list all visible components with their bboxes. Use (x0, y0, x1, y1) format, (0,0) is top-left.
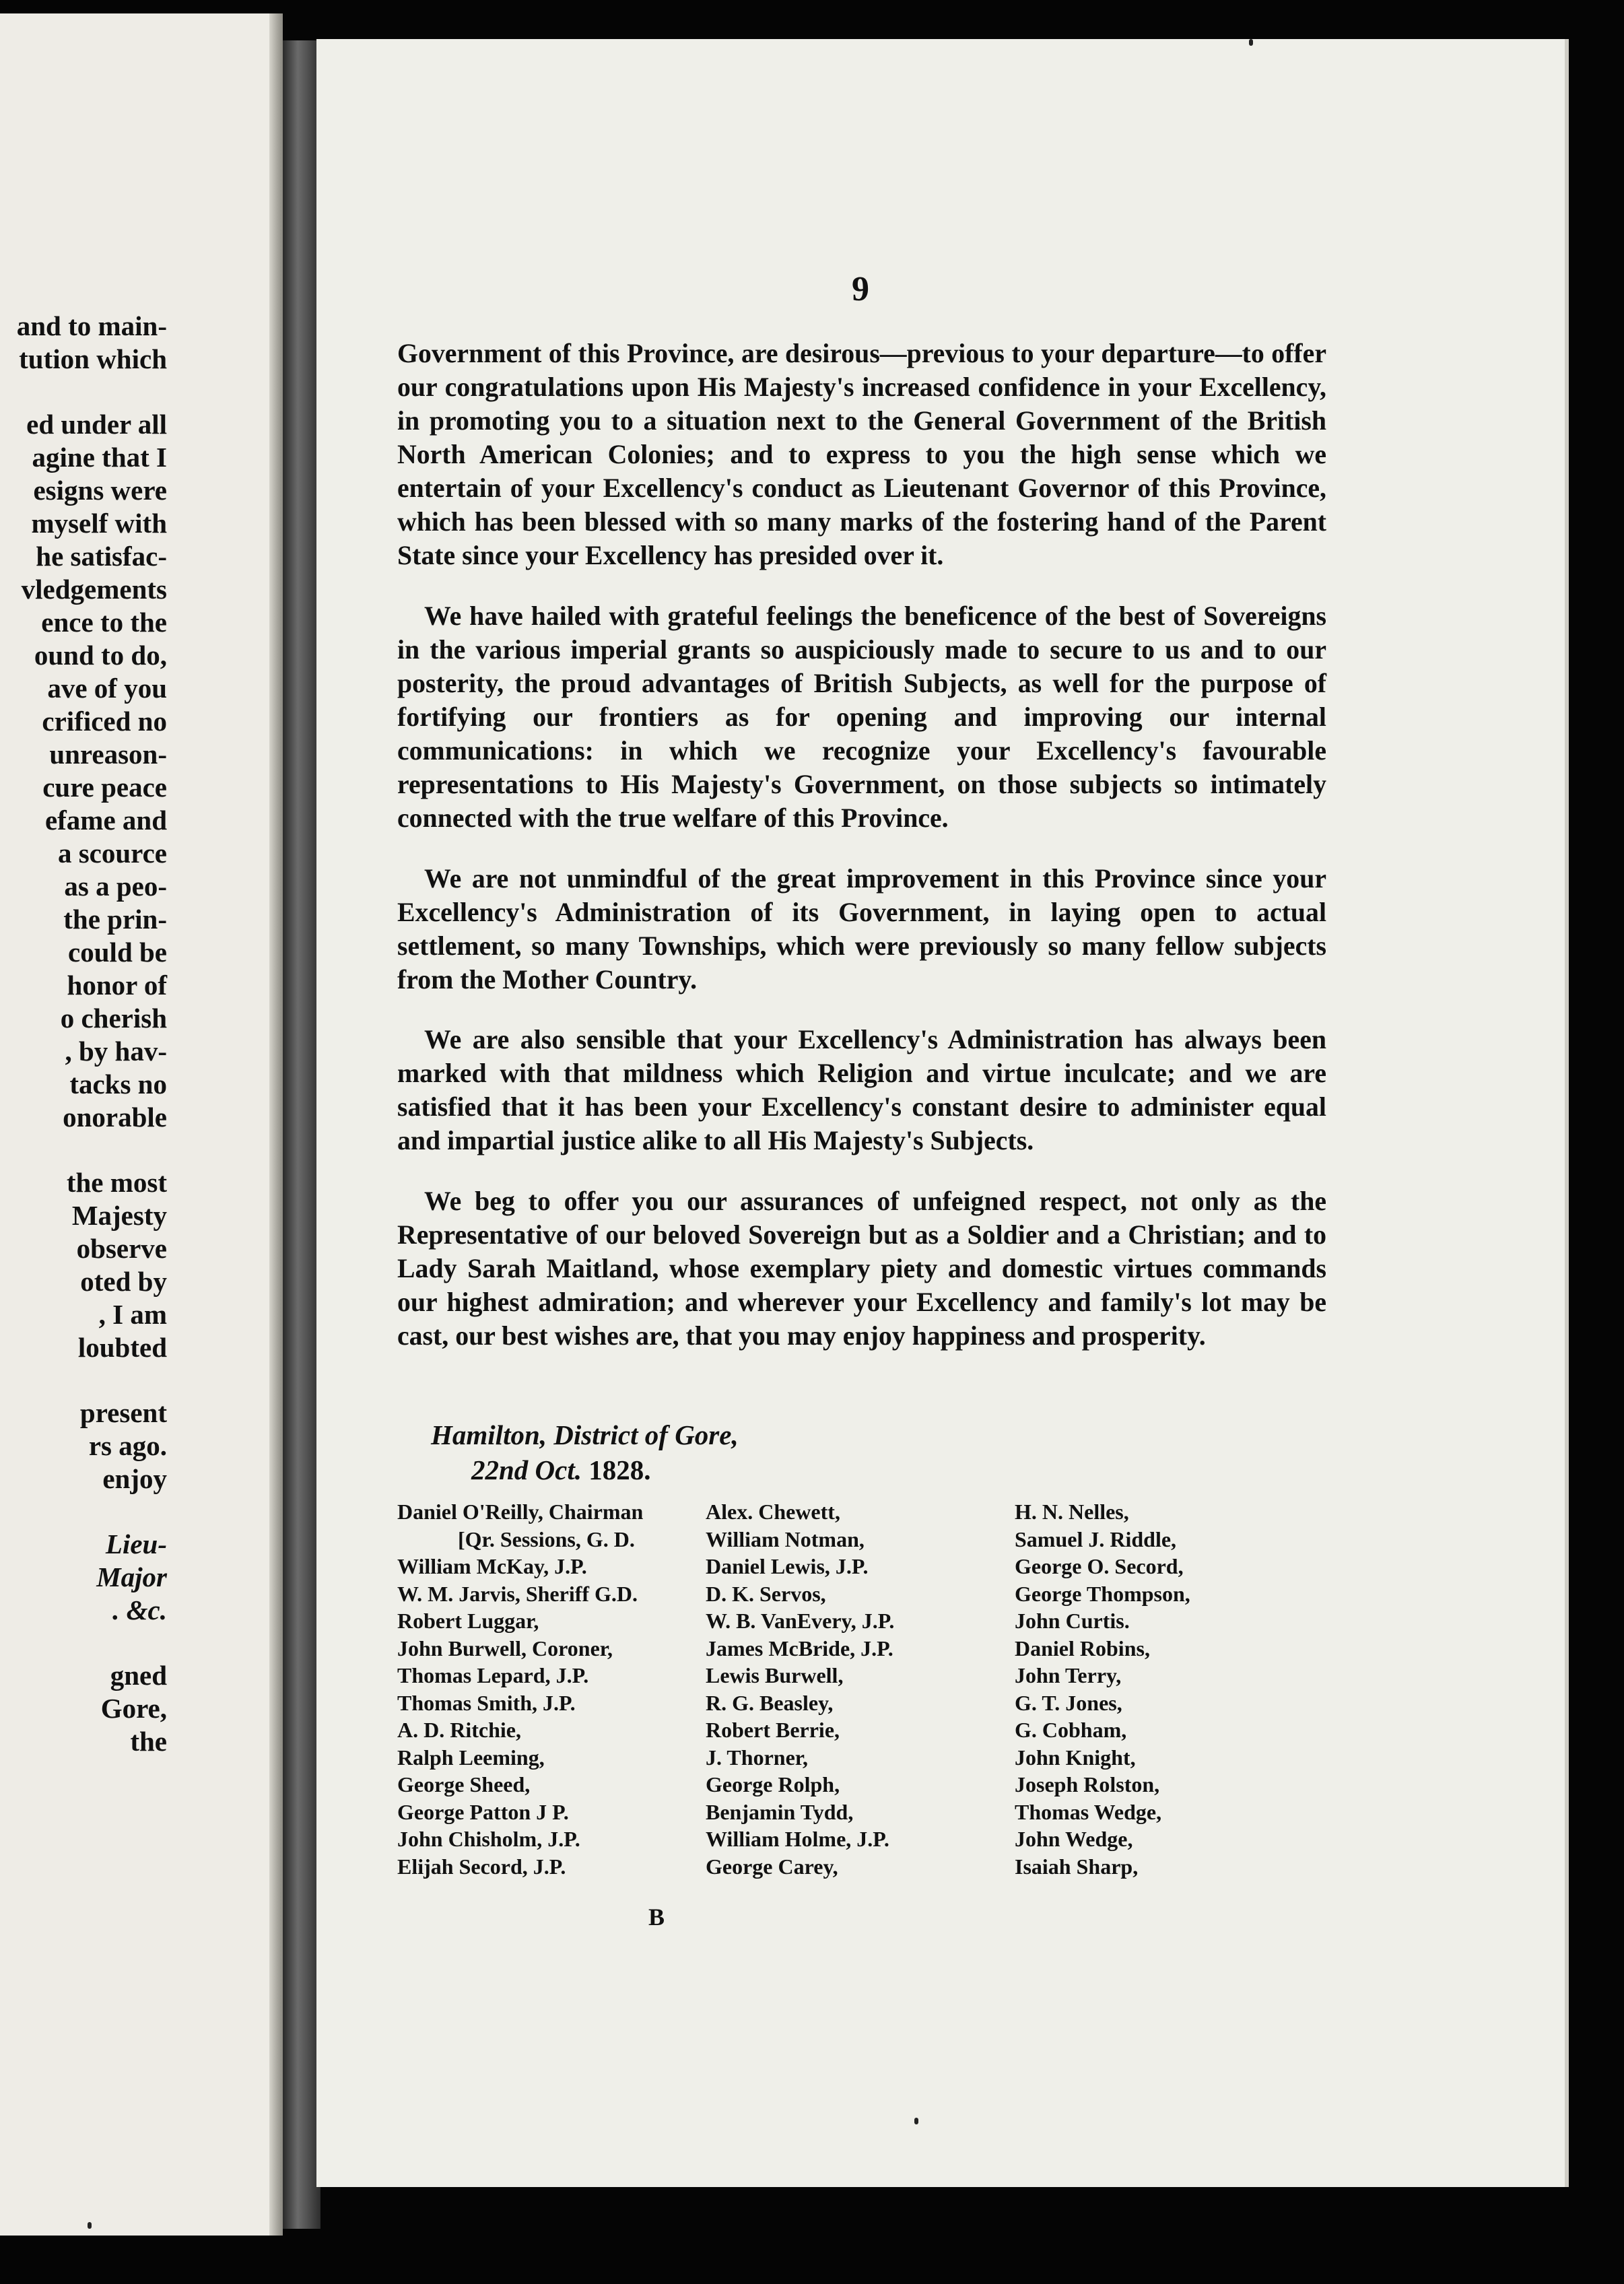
left-page-line: rs ago. (88, 1430, 167, 1461)
paragraph: We have hailed with grateful feelings the beneficence of the best of Sovereigns in the various imperial grants so auspiciously made to secure to us and to our posterity, the proud advantages of British Subjects, as well for the purpose of fortifying our frontiers as for opening and improving our internal communications: in which we recognize your Excellency's favourable representations to His Majesty's Government, on those subjects so intimately connected with the true welfare of this Province. (397, 601, 1326, 833)
signatory-name: George Thompson, (1015, 1581, 1190, 1606)
left-page-line: ed under all (26, 409, 167, 440)
left-page-line: a scource (57, 838, 167, 869)
signatory-name: Thomas Smith, J.P. (397, 1690, 576, 1715)
page-fold-shadow (269, 13, 283, 2236)
signatory-name: H. N. Nelles, (1015, 1500, 1129, 1524)
left-page-line: the most (66, 1167, 167, 1198)
left-page-line: the prin- (63, 904, 167, 935)
signatory-name: G. T. Jones, (1015, 1690, 1122, 1715)
signatory-name: G. Cobham, (1015, 1718, 1127, 1742)
line-gap (5, 376, 167, 408)
signatory-name: Daniel Lewis, J.P. (706, 1554, 869, 1578)
signatory-column-3 (1015, 1498, 1190, 1880)
signatory-name: James McBride, J.P. (706, 1636, 893, 1660)
left-page-line: . &c. (112, 1594, 167, 1625)
left-page-line: Lieu- (105, 1529, 167, 1559)
signatory-name: John Burwell, Coroner, (397, 1636, 613, 1660)
signatory-name: Isaiah Sharp, (1015, 1854, 1139, 1879)
signatory-name: A. D. Ritchie, (397, 1718, 521, 1742)
page-number: 9 (852, 270, 869, 308)
signatory-name: W. M. Jarvis, Sheriff G.D. (397, 1581, 638, 1606)
signatory-name: William Notman, (706, 1526, 865, 1551)
signatory-name: George Carey, (706, 1854, 838, 1879)
left-page-line: crificed no (42, 706, 167, 737)
ink-speck (1249, 39, 1253, 46)
left-page-line: he satisfac- (36, 541, 167, 572)
signatory-name: Robert Berrie, (706, 1718, 840, 1742)
line-gap (5, 1134, 167, 1166)
left-page-line: Gore, (100, 1693, 167, 1724)
signatory-name: Thomas Wedge, (1015, 1799, 1162, 1824)
left-page-line: agine that I (32, 442, 167, 473)
signatory-name: Ralph Leeming, (397, 1745, 545, 1770)
left-page-line: ence to the (41, 607, 167, 638)
ink-speck (88, 2222, 92, 2229)
signatory-name: John Wedge, (1015, 1827, 1133, 1851)
signatory-name: Daniel Robins, (1015, 1636, 1150, 1660)
left-page-line: ave of you (47, 673, 167, 704)
date-prefix: 22nd Oct. (471, 1454, 582, 1485)
left-page-line: , by hav- (65, 1036, 167, 1067)
left-page-line: efame and (44, 805, 167, 836)
paragraph: We are also sensible that your Excellency's Administration has always been marked with that mildness which Religion and virtue inculcate; and we are satisfied that it has been your Excellency's constant desire to administer equal and impartial justice alike to all His Majesty's Subjects. (397, 1025, 1326, 1156)
paragraph: Government of this Province, are desirous—previous to your departure—to offer our congratulations upon His Majesty's increased confidence in your Excellency, in promoting you to a situation next to the General Government of the British North American Colonies; and to express to you the high sense which we entertain of your Excellency's conduct as Lieutenant Governor of this Province, which has been blessed with so many marks of the fostering hand of the Parent State since your Excellency has presided over it. (397, 339, 1326, 570)
signatory-name: Daniel O'Reilly, Chairman (397, 1500, 644, 1524)
left-page-line: honor of (67, 970, 167, 1001)
left-page-line: enjoy (102, 1463, 167, 1494)
signatory-name: Elijah Secord, J.P. (397, 1854, 566, 1879)
left-page-line: , I am (98, 1299, 167, 1330)
signatory-name: John Curtis. (1015, 1609, 1130, 1633)
left-page-line: onorable (63, 1102, 167, 1133)
paragraph: We beg to offer you our assurances of unfeigned respect, not only as the Representative of our beloved Sovereign but as a Soldier and a Christian; and to Lady Sarah Maitland, whose exemplary piety and domestic virtues commands our highest admiration; and wherever your Excellency and family's lot may be cast, our best wishes are, that you may enjoy happiness and prosperity. (397, 1186, 1326, 1351)
left-page-line: o cherish (60, 1003, 167, 1034)
left-page-line: and to main- (16, 310, 167, 341)
place-and-date (431, 1417, 739, 1487)
place-line: Hamilton, District of Gore, (431, 1419, 739, 1450)
left-facing-page (0, 13, 283, 2236)
signatory-name: George Rolph, (706, 1772, 840, 1796)
left-page-line: tacks no (69, 1069, 167, 1100)
left-page-line: esigns were (33, 475, 167, 506)
left-page-line: loubted (77, 1332, 167, 1363)
signature-mark: B (648, 1904, 665, 1930)
signatory-name: Thomas Lepard, J.P. (397, 1663, 589, 1687)
left-page-line: oted by (80, 1266, 167, 1297)
left-page-line: cure peace (42, 772, 167, 803)
signatory-name: Lewis Burwell, (706, 1663, 844, 1687)
signatory-name: [Qr. Sessions, G. D. (458, 1526, 635, 1551)
left-page-line: unreason- (49, 739, 167, 770)
signatory-column-2 (706, 1498, 894, 1880)
signatory-name: George Sheed, (397, 1772, 531, 1796)
book-gutter (283, 40, 320, 2229)
left-page-line: vledgements (21, 574, 167, 605)
signatory-name: George O. Secord, (1015, 1554, 1184, 1578)
left-page-line: ound to do, (34, 640, 167, 671)
date-line (431, 1452, 739, 1487)
signatory-name: J. Thorner, (706, 1745, 809, 1770)
left-page-text (5, 310, 167, 1758)
signatory-name: William Holme, J.P. (706, 1827, 889, 1851)
ink-speck (914, 2118, 918, 2124)
signatory-name: John Knight, (1015, 1745, 1136, 1770)
left-page-line: could be (68, 937, 167, 968)
signatory-name: W. B. VanEvery, J.P. (706, 1609, 895, 1633)
line-gap (5, 1364, 167, 1397)
left-page-line: present (79, 1397, 167, 1428)
paragraph: We are not unmindful of the great improvement in this Province since your Excellency's Administration of its Government, in laying open to actual settlement, so many Townships, which were previously so many fellow subjects from the Mother Country. (397, 863, 1326, 995)
line-gap (5, 1627, 167, 1659)
signatory-name: Alex. Chewett, (706, 1500, 840, 1524)
line-gap (5, 1496, 167, 1528)
signatory-name: Benjamin Tydd, (706, 1799, 854, 1824)
signatory-name: Joseph Rolston, (1015, 1772, 1160, 1796)
signatory-name: William McKay, J.P. (397, 1554, 587, 1578)
left-page-line: gned (110, 1660, 167, 1691)
signatory-name: Samuel J. Riddle, (1015, 1526, 1177, 1551)
signatory-name: D. K. Servos, (706, 1581, 826, 1606)
left-page-line: Majesty (71, 1200, 167, 1231)
left-page-line: the (130, 1726, 167, 1757)
signatory-name: George Patton J P. (397, 1799, 569, 1824)
left-page-line: myself with (31, 508, 167, 539)
left-page-line: as a peo- (64, 871, 167, 902)
signatory-name: R. G. Beasley, (706, 1690, 834, 1715)
signatory-name: Robert Luggar, (397, 1609, 539, 1633)
left-page-line: Major (96, 1561, 167, 1592)
signatory-name: John Chisholm, J.P. (397, 1827, 580, 1851)
date-year: 1828. (588, 1454, 651, 1485)
left-page-line: observe (76, 1233, 167, 1264)
address-body (397, 337, 1326, 1380)
signatory-name: John Terry, (1015, 1663, 1122, 1687)
signatory-column-1 (397, 1498, 643, 1880)
left-page-line: tution which (19, 343, 167, 374)
